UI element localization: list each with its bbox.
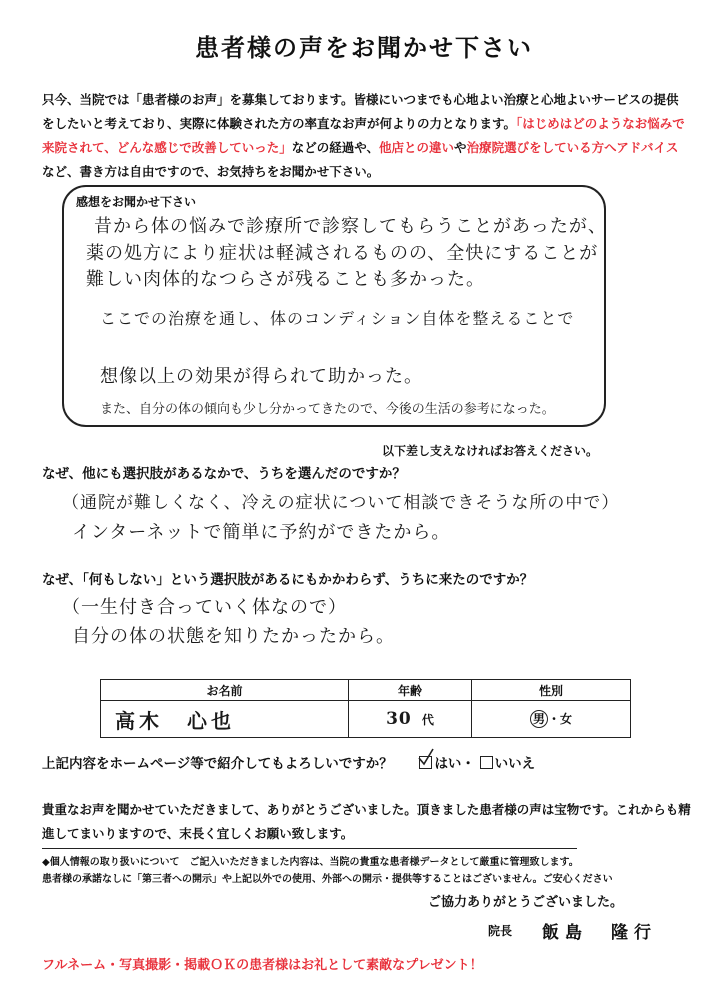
gender-cell [472,701,631,738]
age-header: 年齢 [349,680,472,701]
privacy-note [42,854,613,888]
privacy-line-2: 患者様の承諾なしに「第三者への開示」や上記以外での使用、外部への開示・提供等することはございません。ご安心ください [42,874,613,885]
age-value: 30 [386,709,412,729]
answer-2b: 自分の体の状態を知りたかったから。 [72,626,395,647]
no-checkbox[interactable] [480,756,493,769]
intro-p4: など、書き方は自由ですので、お気持ちをお聞かせ下さい。 [42,164,380,179]
feedback-line: ここでの治療を通し、体のコンディション自体を整えることで [100,309,575,328]
privacy-line-1: ◆個人情報の取り扱いについて ご記入いただきました内容は、当院の貴重な患者様データとして厳重に管理致します。 [42,857,579,868]
answer-1b: インターネットで簡単に予約ができたから。 [72,522,451,543]
page-title: 患者様の声をお聞かせ下さい [195,34,533,62]
intro-p1: 只今、当院では「患者様のお声」を募集しております。皆様にいつまでも心地よい治療と心地よいサービスの提供をしたいと考えており、実際に体験された方の率直なお声が何よりの力となります。 [42,92,679,131]
intro-red3: 治療院選びをしている方へアドバイス [466,140,679,155]
gender-female: 女 [560,712,573,726]
intro-red2: 他店との違い [379,140,455,155]
optional-note: 以下差し支えなければお答えください。 [382,444,599,458]
intro-p3: や [454,140,467,155]
age-cell [349,701,472,738]
patient-info-table [100,679,631,738]
yes-label: はい・ [434,756,475,772]
consent-row [42,752,535,772]
gender-male-circled: 男 [530,710,548,728]
answer-2a: （一生付き合っていく体なので） [62,597,347,618]
gender-sep: ・ [547,712,560,726]
intro-text [42,88,690,184]
consent-question: 上記内容をホームページ等で紹介してもよろしいですか？ [42,756,393,772]
name-header: お名前 [101,680,349,701]
check-mark-icon [417,748,435,768]
present-banner: フルネーム・写真撮影・掲載ＯＫの患者様はお礼として素敵なプレゼント！ [42,958,483,973]
intro-p2: などの経過や、 [291,140,380,155]
feedback-line: 想像以上の効果が得られて助かった。 [100,366,423,387]
closing-text: ご協力ありがとうございました。 [428,895,624,910]
question-2: なぜ、「何もしない」という選択肢があるにもかかわらず、うちに来たのですか？ [42,572,534,588]
thanks-text: 貴重なお声を聞かせていただきまして、ありがとうございました。頂きました患者様の声は宝物です。これからも精進してまいりますので、末長く宜しくお願い致します。 [42,802,691,841]
consent-no-option[interactable] [480,756,536,772]
feedback-line: 難しい肉体的なつらさが残ることも多かった。 [86,269,485,290]
name-cell [101,701,349,738]
feedback-line: 昔から体の悩みで診療所で診察してもらうことがあったが、 [94,216,607,237]
intro-red1: 「はじめはどのようなお悩みで来院されて、どんな感じで改善していった」 [42,116,685,155]
no-label: いいえ [494,756,536,772]
feedback-label: 感想をお聞かせ下さい [76,195,197,209]
director-name: 飯島 隆行 [542,923,657,943]
name-value: 高木 心也 [115,708,235,733]
divider [42,848,577,849]
question-1: なぜ、他にも選択肢があるなかで、うちを選んだのですか？ [42,466,406,482]
gender-header: 性別 [472,680,631,701]
consent-yes-option[interactable] [419,756,479,772]
answer-1a: （通院が難しくなく、冷えの症状について相談できそうな所の中で） [62,493,620,513]
director-title: 院長 [488,924,513,938]
feedback-line: 薬の処方により症状は軽減されるものの、全快にすることが [86,243,599,264]
feedback-line: また、自分の体の傾向も少し分かってきたので、今後の生活の参考になった。 [100,402,555,417]
age-suffix: 代 [421,713,434,727]
